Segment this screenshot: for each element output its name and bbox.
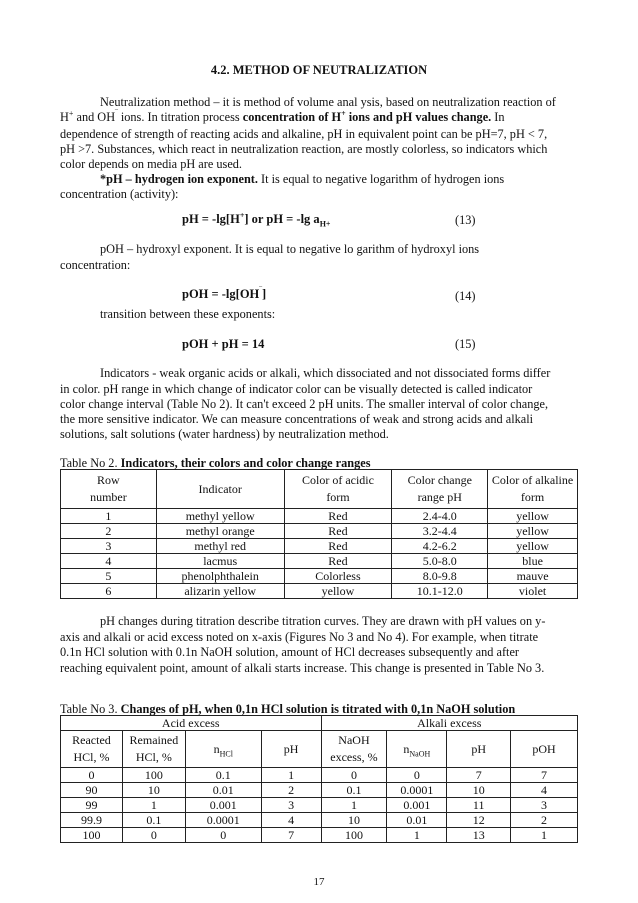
table-cell: 0 — [122, 828, 185, 843]
table-cell: 99.9 — [61, 813, 123, 828]
text-run: n — [213, 742, 220, 756]
superscript: + — [68, 108, 74, 118]
paragraph-line — [60, 110, 578, 126]
text-run: Table No 2. — [60, 456, 121, 470]
table-cell: 1 — [511, 828, 578, 843]
table-cell: 1 — [261, 768, 321, 783]
table-cell: 0 — [387, 768, 447, 783]
table-cell: Colorless — [284, 569, 392, 584]
equation-15: pOH + pH = 14 — [182, 337, 265, 351]
table-cell: violet — [488, 584, 578, 599]
paragraph-line: pH changes during titration describe titration curves. They are drawn with pH values on y- — [100, 614, 546, 628]
bold-run: concentration of H — [242, 110, 342, 124]
table-cell: 99 — [61, 798, 123, 813]
text-run: pH = -lg[H — [182, 212, 240, 226]
subscript: HCl — [219, 749, 233, 759]
paragraph-line — [100, 172, 578, 188]
header-cell: pH — [261, 731, 321, 768]
paragraph-line: color depends on media pH are used. — [60, 157, 243, 171]
table-cell: 3 — [61, 539, 157, 554]
equation-number: (15) — [455, 337, 476, 351]
text-run: Table No 3. — [60, 702, 121, 716]
header-cell: Indicator — [156, 470, 284, 509]
table-row — [61, 768, 578, 783]
page-number: 17 — [313, 876, 325, 888]
paragraph-line: pH >7. Substances, which react in neutralization reaction, are mostly colorless, so indicators which — [60, 142, 548, 156]
table-cell: 0 — [61, 768, 123, 783]
indicators-table — [60, 469, 578, 599]
table-cell: 1 — [122, 798, 185, 813]
table-cell: 0.1 — [185, 768, 261, 783]
table-cell: 2 — [511, 813, 578, 828]
table-row — [61, 554, 578, 569]
text-run: ] or pH = -lg a — [244, 212, 320, 226]
superscript: + — [239, 210, 245, 220]
table-cell: 13 — [447, 828, 511, 843]
table-cell: 7 — [447, 768, 511, 783]
paragraph-line: dependence of strength of reacting acids and alkaline, pH in equivalent point can be pH=7, pH < 7, — [60, 127, 548, 141]
table-cell: Red — [284, 554, 392, 569]
paragraph-line: color change interval (Table No 2). It can't exceed 2 pH units. The smaller interval of color change, — [60, 397, 549, 411]
table-cell: 90 — [61, 783, 123, 798]
superscript: ‾ — [115, 108, 118, 118]
table-cell: 7 — [261, 828, 321, 843]
table-cell: 0.1 — [321, 783, 387, 798]
table-cell: yellow — [284, 584, 392, 599]
paragraph-line: solutions, salt solutions (water hardness) by neutralization method. — [60, 427, 389, 441]
table-cell: phenolphthalein — [156, 569, 284, 584]
paragraph-line: Indicators - weak organic acids or alkali, which dissociated and not dissociated forms differ — [100, 366, 551, 380]
header-cell — [392, 470, 488, 509]
group-header-alkali: Alkali excess — [321, 716, 577, 731]
table-cell: 100 — [122, 768, 185, 783]
table-cell: 4 — [261, 813, 321, 828]
table-cell: methyl yellow — [156, 509, 284, 524]
text-run: HCl, % — [73, 750, 110, 764]
table-row — [61, 813, 578, 828]
section-heading: 4.2. METHOD OF NEUTRALIZATION — [210, 63, 428, 77]
table-cell: 7 — [511, 768, 578, 783]
table-cell: 10 — [321, 813, 387, 828]
subscript: NaOH — [409, 749, 431, 759]
header-cell — [122, 731, 185, 768]
table-row — [61, 569, 578, 584]
table-row — [61, 509, 578, 524]
paragraph-line: 0.1n HCl solution with 0.1n NaOH solution, amount of HCl decreases subsequently and after — [60, 645, 520, 659]
text-run: Row — [97, 473, 120, 487]
table-cell: 12 — [447, 813, 511, 828]
paragraph-line: axis and alkali or acid excess noted on x-axis (Figures No 3 and No 4). For example, when titrate — [60, 630, 539, 644]
paragraph-line: concentration: — [60, 258, 131, 272]
bold-run: ions and pH values change. — [345, 110, 492, 124]
table-cell: 0.01 — [387, 813, 447, 828]
header-cell — [488, 470, 578, 509]
table-cell: 6 — [61, 584, 157, 599]
table-group-row — [61, 716, 578, 731]
text-run: HCl, % — [135, 750, 172, 764]
table-cell: Red — [284, 539, 392, 554]
table-cell: 4 — [511, 783, 578, 798]
table-cell: 0.001 — [185, 798, 261, 813]
table-cell: 3.2-4.4 — [392, 524, 488, 539]
table-cell: yellow — [488, 509, 578, 524]
table-header-row — [61, 470, 578, 509]
table-cell: yellow — [488, 524, 578, 539]
table-cell: 0 — [321, 768, 387, 783]
table-row — [61, 798, 578, 813]
text-run: pOH = -lg[OH — [182, 287, 260, 301]
table-cell: 5 — [61, 569, 157, 584]
table-cell: mauve — [488, 569, 578, 584]
text-run: range pH — [417, 490, 462, 504]
table-cell: 2 — [261, 783, 321, 798]
table-row — [61, 828, 578, 843]
table-cell: 3 — [261, 798, 321, 813]
header-cell: pH — [447, 731, 511, 768]
table-cell: 1 — [61, 509, 157, 524]
superscript: + — [341, 108, 346, 118]
table-cell: alizarin yellow — [156, 584, 284, 599]
text-run: n — [403, 742, 410, 756]
table-cell: 100 — [61, 828, 123, 843]
text-run: H — [60, 110, 69, 124]
paragraph-line: concentration (activity): — [60, 187, 179, 201]
superscript: ‾ — [259, 285, 262, 295]
table-cell: 3 — [511, 798, 578, 813]
text-run: ions. In titration process — [117, 110, 243, 124]
table-cell: 10.1-12.0 — [392, 584, 488, 599]
text-run: form — [520, 490, 545, 504]
table-cell: 2.4-4.0 — [392, 509, 488, 524]
table-cell: 1 — [387, 828, 447, 843]
table-cell: 1 — [321, 798, 387, 813]
header-cell — [321, 731, 387, 768]
paragraph-line: transition between these exponents: — [100, 307, 276, 321]
bold-run: *pH – hydrogen ion exponent. — [100, 172, 258, 186]
paragraph-line: Neutralization method – it is method of volume anal ysis, based on neutralization reaction of — [100, 95, 556, 109]
table-cell: 0.1 — [122, 813, 185, 828]
table-cell: 4 — [61, 554, 157, 569]
table-row — [61, 539, 578, 554]
table-cell: 0.01 — [185, 783, 261, 798]
table-cell: Red — [284, 524, 392, 539]
table-cell: lacmus — [156, 554, 284, 569]
paragraph-line: in color. pH range in which change of indicator color can be visually detected is called indicator — [60, 382, 533, 396]
table-cell: 0.001 — [387, 798, 447, 813]
group-header-acid: Acid excess — [61, 716, 322, 731]
table-row — [61, 524, 578, 539]
header-cell — [61, 731, 123, 768]
paragraph-line: reaching equivalent point, amount of alkali starts increase. This change is presented in Table No 3. — [60, 661, 545, 675]
table-cell: 4.2-6.2 — [392, 539, 488, 554]
equation-number: (14) — [455, 289, 476, 303]
text-run: Color of acidic — [301, 473, 374, 487]
table-row — [61, 783, 578, 798]
header-cell — [185, 731, 261, 768]
subscript: H+ — [319, 219, 331, 229]
text-run: Remained — [129, 733, 179, 747]
table-cell: 0.0001 — [387, 783, 447, 798]
table-cell: 10 — [447, 783, 511, 798]
text-run: number — [90, 490, 127, 504]
header-cell: pOH — [511, 731, 578, 768]
table-cell: blue — [488, 554, 578, 569]
header-cell — [284, 470, 392, 509]
equation-13 — [182, 212, 330, 227]
text-run: ] — [261, 287, 267, 301]
table-cell: 5.0-8.0 — [392, 554, 488, 569]
text-run: excess, % — [330, 750, 378, 764]
table-cell: 0.0001 — [185, 813, 261, 828]
bold-run: Indicators, their colors and color change ranges — [120, 456, 371, 470]
ph-changes-table — [60, 715, 578, 843]
text-run: Reacted — [72, 733, 111, 747]
bold-run: Changes of pH, when 0,1n HCl solution is titrated with 0,1n NaOH solution — [120, 702, 516, 716]
table-cell: Red — [284, 509, 392, 524]
table-cell: 0 — [185, 828, 261, 843]
text-run: In — [491, 110, 505, 124]
table-cell: methyl orange — [156, 524, 284, 539]
text-run: It is equal to negative logarithm of hydrogen ions — [257, 172, 505, 186]
text-run: form — [326, 490, 350, 504]
header-cell — [61, 470, 157, 509]
equation-14 — [182, 287, 266, 302]
table-header-row — [61, 731, 578, 768]
table-cell: 8.0-9.8 — [392, 569, 488, 584]
table-cell: 2 — [61, 524, 157, 539]
text-run: and OH — [73, 110, 116, 124]
text-run: Color of alkaline — [491, 473, 574, 487]
table-row — [61, 584, 578, 599]
table-cell: 100 — [321, 828, 387, 843]
paragraph-line: the more sensitive indicator. We can measure concentrations of weak and strong acids and alkali — [60, 412, 534, 426]
equation-number: (13) — [455, 213, 476, 227]
header-cell — [387, 731, 447, 768]
table-cell: 10 — [122, 783, 185, 798]
table-cell: yellow — [488, 539, 578, 554]
paragraph-line: pOH – hydroxyl exponent. It is equal to negative lo garithm of hydroxyl ions — [100, 242, 480, 256]
table-cell: 11 — [447, 798, 511, 813]
table-cell: methyl red — [156, 539, 284, 554]
text-run: Color change — [407, 473, 472, 487]
text-run: NaOH — [338, 733, 370, 747]
